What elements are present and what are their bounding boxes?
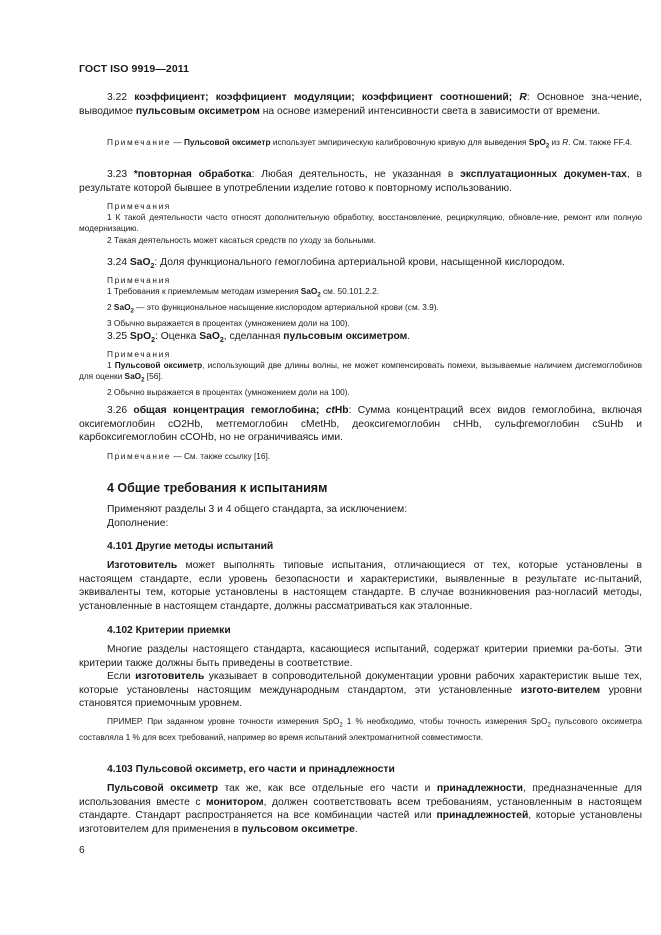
section-4-title: 4 Общие требования к испытаниям xyxy=(107,481,328,495)
subsection-4-103-title: 4.103 Пульсовой оксиметр, его части и принадлежности xyxy=(107,764,395,775)
running-header: ГОСТ ISO 9919—2011 xyxy=(79,63,190,75)
note-3-24-label: Примечания xyxy=(107,275,171,285)
note-3-25: 1 Пульсовой оксиметр, использующий две длины волны, не может компенсировать помехи, вызываемые наличием дисгемоглобинов для оценки SaO$_2$ [56]. 2 Обычно выражается в процентах (умножением доли на 100). xyxy=(79,360,643,398)
term-3-23: 3.23 *повторная обработка: Любая деятельность, не указанная в эксплуатационных докумен-тах, в результате которой бывшее в употреблении изделие готово к повторному использованию. xyxy=(79,169,642,194)
note-3-24: 1 Требования к приемлемым методам измерения SaO$_2$ см. 50.101.2.2. 2 SaO$_2$ — это функциональное насыщение кислородом артериальной крови (см. 3.9). 3 Обычно выражается в процентах (умножением доли на 100). xyxy=(107,286,439,328)
note-3-26: Примечание — См. также ссылку [16]. xyxy=(107,451,271,461)
term-3-22: 3.22 коэффициент; коэффициент модуляции; коэффициент соотношений; R: Основное зна-чение, выводимое пульсовым оксиметром на основе измерений интенсивности света в зависимости от времени. xyxy=(79,92,642,117)
note-3-23: 1 К такой деятельности часто относят дополнительную обработку, восстановление, рециркуляцию, обновле-ние, ремонт или полную модернизацию. 2 Такая деятельность может касаться средств по уходу за больными. xyxy=(79,212,642,245)
subsection-4-101-body: Изготовитель может выполнять типовые испытания, отличающиеся от тех, которые установлены в настоящем стандарте, если уровень безопасности и характеристики, выявленные в результате ис-пытаний, эквиваленты тем, которые установлены в настоящем стандарте. В случае возникновения раз-ногласий методы, установленные в настоящем стандарте, должны рассматриваться как эталонные. xyxy=(79,560,642,612)
note-3-25-label: Примечания xyxy=(107,349,171,359)
term-3-24: 3.24 SaO$_2$: Доля функционального гемоглобина артериальной крови, насыщенной кислородом. xyxy=(107,257,565,271)
note-3-23-label: Примечания xyxy=(107,201,171,211)
subsection-4-103-body: Пульсовой оксиметр так же, как все отдельные его части и принадлежности, предназначенные для использования вместе с монитором, должен соответствовать всем требованиям, установленным в настоящем стандарте. Стандарт распространяется на все комбинации частей или принадлежностей, которые установлены изготовителем для применения в пульсовом оксиметре. xyxy=(79,783,642,835)
subsection-4-101-title: 4.101 Другие методы испытаний xyxy=(107,541,274,552)
section-4-intro: Применяют разделы 3 и 4 общего стандарта, за исключением: Дополнение: xyxy=(107,504,408,529)
subsection-4-102-title: 4.102 Критерии приемки xyxy=(107,625,231,636)
page-number: 6 xyxy=(79,845,85,856)
term-3-25: 3.25 SpO$_2$: Оценка SaO$_2$, сделанная пульсовым оксиметром. xyxy=(107,331,411,345)
note-3-22: Примечание — Пульсовой оксиметр использует эмпирическую калибровочную кривую для выведения SpO$_2$ из R. См. также FF.4. xyxy=(107,137,633,150)
example-4-102: ПРИМЕР. При заданном уровне точности измерения SpO$_2$ 1 % необходимо, чтобы точность измерения SpO$_2$ пульсового оксиметра составляла 1 % для всех требований, например во время испытаний электромагнитной совместимости. xyxy=(79,716,642,742)
subsection-4-102-body: Многие разделы настоящего стандарта, касающиеся испытаний, содержат критерии приемки ра-боты. Эти критерии также должны быть приведены в соответствие. Если изготовитель указывает в сопроводительной документации уровни рабочих характеристик выше тех, которые установлены настоящим международным стандартом, эти установленные изгото-вителем уровни становятся приемочным уровнем. xyxy=(79,644,642,709)
term-3-26: 3.26 общая концентрация гемоглобина; ctHb: Сумма концентраций всех видов гемоглобина, включая оксигемоглобин cO2Hb, метгемоглобин cMetHb, деоксигемоглобин cHHb, сульфгемоглобин cSuHb и карбоксигемоглобин cCOHb, но не ограничиваясь ими. xyxy=(79,405,642,443)
